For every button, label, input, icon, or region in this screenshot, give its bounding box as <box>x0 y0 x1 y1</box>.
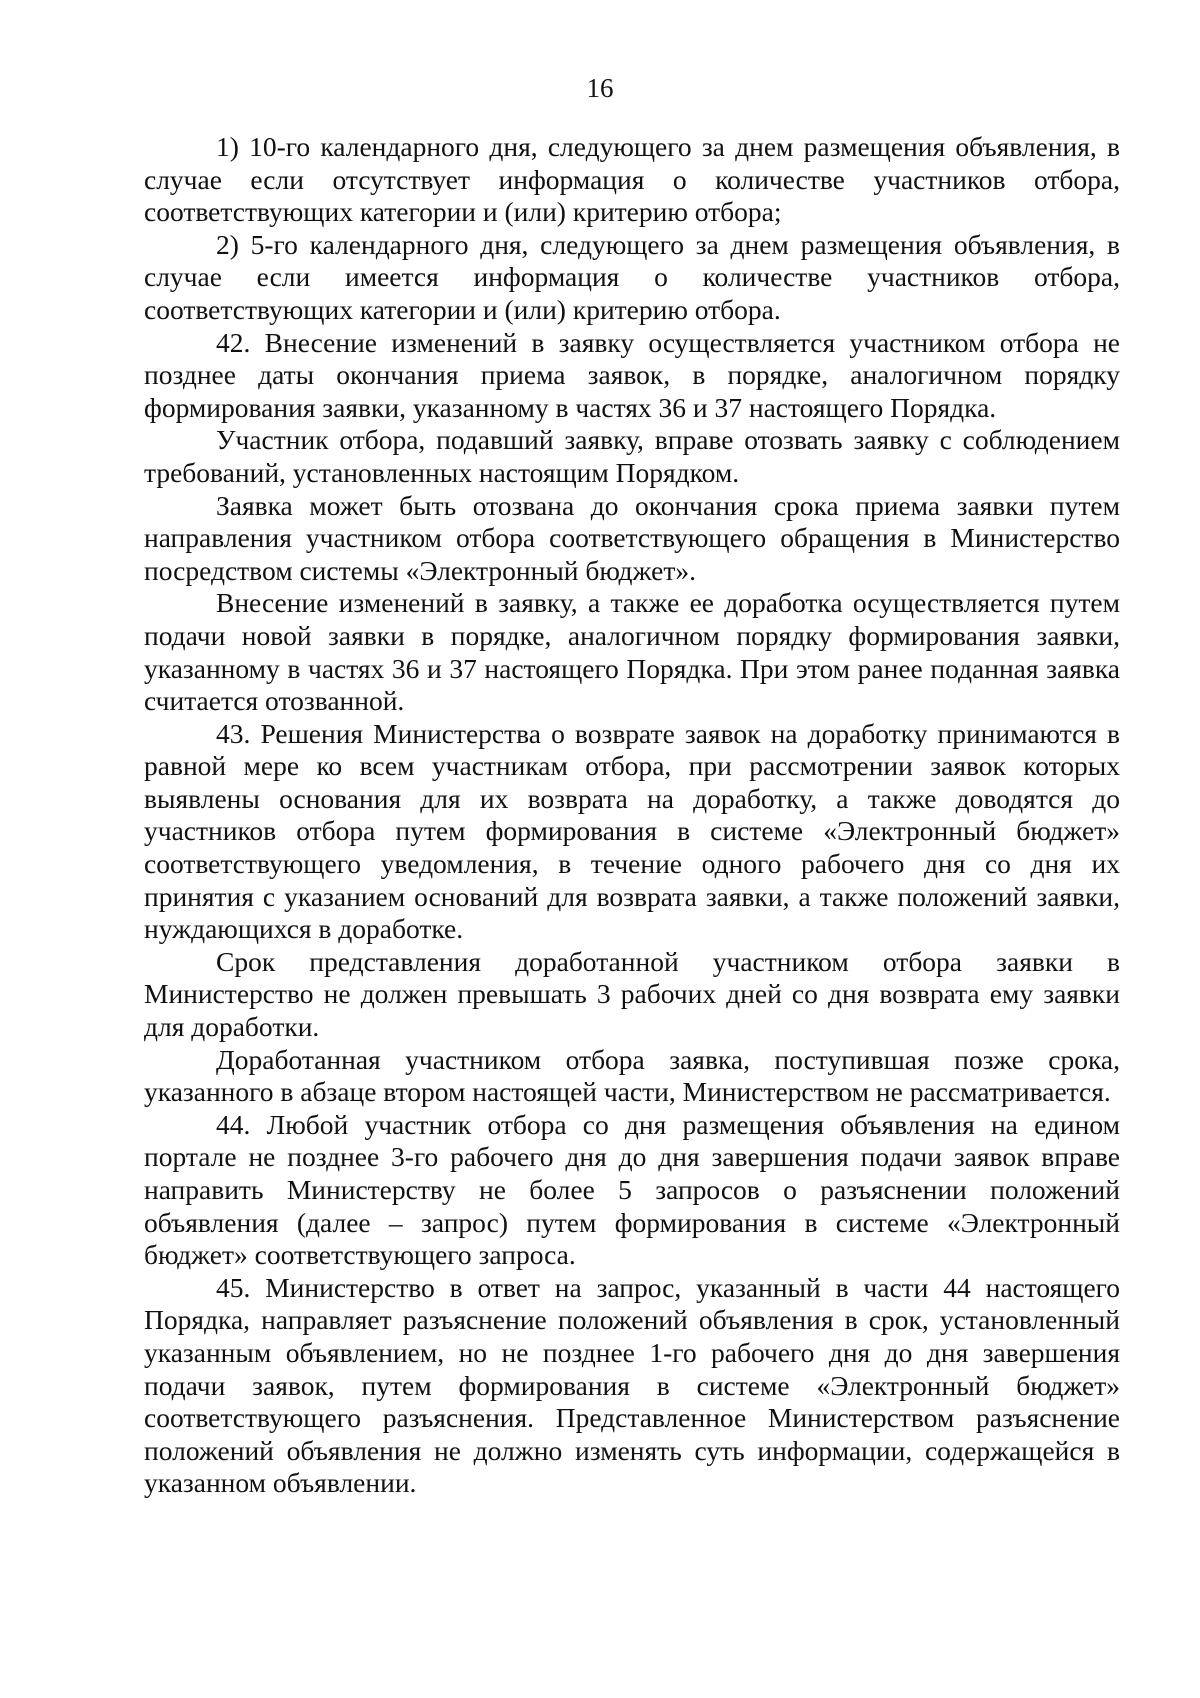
paragraph-withdrawal-procedure: Заявка может быть отозвана до окончания срока приема заявки путем направления участником отбора соответствующего обращения в Министерство посредством системы «Электронный бюджет». <box>144 489 1120 586</box>
paragraph-section-44: 44. Любой участник отбора со дня размещения объявления на едином портале не позднее 3-го рабочего дня до дня завершения подачи заявок вправе направить Министерству не более 5 запросов о разъяснении положений объявления (далее – запрос) путем формирования в системе «Электронный бюджет» соответствующего запроса. <box>144 1108 1120 1271</box>
paragraph-section-45: 45. Министерство в ответ на запрос, указанный в части 44 настоящего Порядка, направляет разъяснение положений объявления в срок, установленный указанным объявлением, но не позднее 1-го рабочего дня до дня завершения подачи заявок, путем формирования в системе «Электронный бюджет» соответствующего разъяснения. Представленное Министерством разъяснение положений объявления не должно изменять суть информации, содержащейся в указанном объявлении. <box>144 1271 1120 1499</box>
paragraph-section-42: 42. Внесение изменений в заявку осуществляется участником отбора не позднее даты окончания приема заявок, в порядке, аналогичном порядку формирования заявки, указанному в частях 36 и 37 настоящего Порядка. <box>144 326 1120 423</box>
paragraph-late-resubmission: Доработанная участником отбора заявка, поступившая позже срока, указанного в абзаце втором настоящей части, Министерством не рассматривается. <box>144 1043 1120 1108</box>
paragraph-amendment-procedure: Внесение изменений в заявку, а также ее доработка осуществляется путем подачи новой заявки в порядке, аналогичном порядку формирования заявки, указанному в частях 36 и 37 настоящего Порядка. При этом ранее поданная заявка считается отозванной. <box>144 587 1120 717</box>
paragraph-withdrawal-right: Участник отбора, подавший заявку, вправе отозвать заявку с соблюдением требований, установленных настоящим Порядком. <box>144 424 1120 488</box>
page-number: 16 <box>586 73 614 103</box>
paragraph-item-1-deadline-10-day: 1) 10-го календарного дня, следующего за днем размещения объявления, в случае если отсутствует информация о количестве участников отбора, соответствующих категории и (или) критерию отбора; <box>144 131 1120 228</box>
paragraph-section-43: 43. Решения Министерства о возврате заявок на доработку принимаются в равной мере ко всем участникам отбора, при рассмотрении заявок которых выявлены основания для их возврата на доработку, а также доводятся до участников отбора путем формирования в системе «Электронный бюджет» соответствующего уведомления, в течение одного рабочего дня со дня их принятия с указанием оснований для возврата заявки, а также положений заявки, нуждающихся в доработке. <box>144 717 1120 945</box>
document-body <box>144 131 1120 1500</box>
paragraph-item-2-deadline-5-day: 2) 5-го календарного дня, следующего за днем размещения объявления, в случае если имеется информация о количестве участников отбора, соответствующих категории и (или) критерию отбора. <box>144 228 1120 325</box>
paragraph-resubmission-deadline: Срок представления доработанной участником отбора заявки в Министерство не должен превышать 3 рабочих дней со дня возврата ему заявки для доработки. <box>144 945 1120 1043</box>
